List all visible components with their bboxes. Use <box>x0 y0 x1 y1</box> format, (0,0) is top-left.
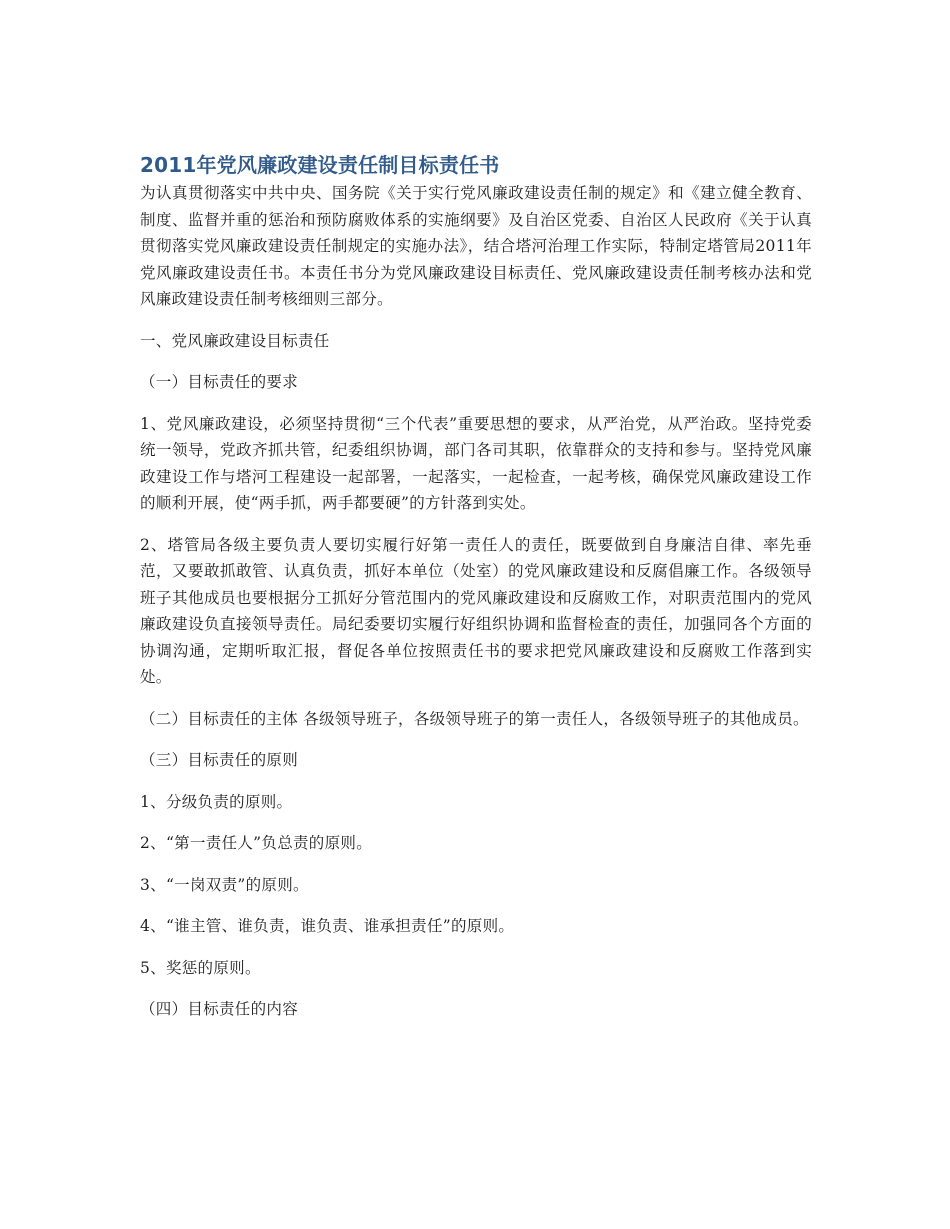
requirement-item-2: 2、塔管局各级主要负责人要切实履行好第一责任人的责任，既要做到自身廉洁自律、率先垂范，又要敢抓敢管、认真负责，抓好本单位（处室）的党风廉政建设和反腐倡廉工作。各级领导班子其他成员也要根据分工抓好分管范围内的党风廉政建设和反腐败工作，对职责范围内的党风廉政建设负直接领导责任。局纪委要切实履行好组织协调和监督检查的责任，加强同各个方面的协调沟通，定期听取汇报，督促各单位按照责任书的要求把党风廉政建设和反腐败工作落到实处。 <box>140 535 812 686</box>
principle-item-2: 2、“第一责任人”负总责的原则。 <box>140 834 373 852</box>
section-heading-one: 一、党风廉政建设目标责任 <box>140 331 330 350</box>
subsection-heading-subject: （二）目标责任的主体 各级领导班子，各级领导班子的第一责任人，各级领导班子的其他成员。 <box>140 709 809 728</box>
requirement-item-1: 1、党风廉政建设，必须坚持贯彻“三个代表”重要思想的要求，从严治党，从严治政。坚持党委统一领导，党政齐抓共管，纪委组织协调，部门各司其职，依靠群众的支持和参与。坚持党风廉政建设工作与塔河工程建设一起部署，一起落实，一起检查，一起考核，确保党风廉政建设工作的顺利开展，使“两手抓，两手都要硬”的方针落到实处。 <box>140 414 812 512</box>
principle-item-4: 4、“谁主管、谁负责，谁负责、谁承担责任”的原则。 <box>140 917 515 935</box>
subsection-heading-principles: （三）目标责任的原则 <box>140 751 299 769</box>
principle-item-3: 3、“一岗双责”的原则。 <box>140 875 309 894</box>
principle-item-5: 5、奖惩的原则。 <box>140 958 261 977</box>
document-page <box>140 150 812 1023</box>
subsection-heading-requirements: （一）目标责任的要求 <box>140 373 299 391</box>
principle-item-1: 1、分级负责的原则。 <box>140 792 293 811</box>
document-title: 2011年党风廉政建设责任制目标责任书 <box>140 153 500 177</box>
subsection-heading-content: （四）目标责任的内容 <box>140 1000 299 1018</box>
intro-paragraph: 为认真贯彻落实中共中央、国务院《关于实行党风廉政建设责任制的规定》和《建立健全教育、制度、监督并重的惩治和预防腐败体系的实施纲要》及自治区党委、自治区人民政府《关于认真贯彻落实党风廉政建设责任制规定的实施办法》，结合塔河治理工作实际，特制定塔管局2011年党风廉政建设责任书。本责任书分为党风廉政建设目标责任、党风廉政建设责任制考核办法和党风廉政建设责任制考核细则三部分。 <box>140 184 812 308</box>
